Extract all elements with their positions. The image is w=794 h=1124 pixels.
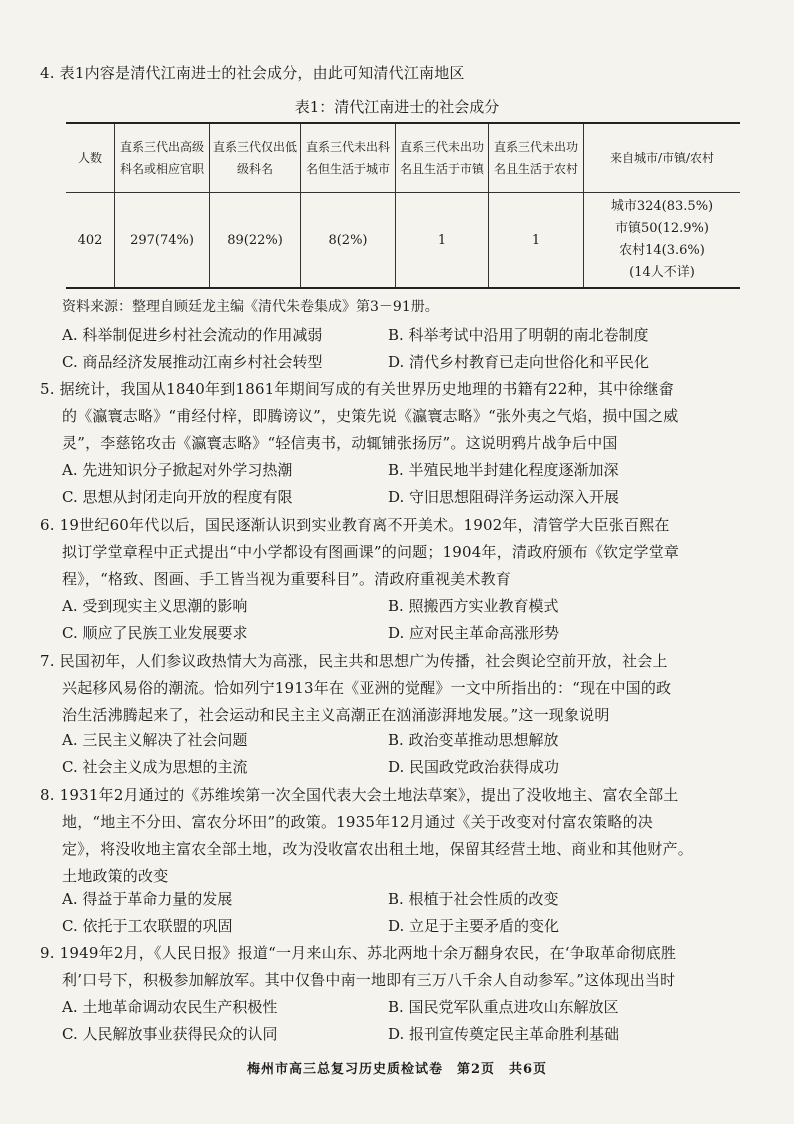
table-header-cell: 直系三代出高级科名或相应官职: [115, 123, 210, 193]
question-4-options: [62, 322, 742, 376]
question-7-options: [62, 727, 742, 781]
question-4-stem: 4. 表1内容是清代江南进士的社会成分，由此可知清代江南地区: [40, 64, 465, 82]
origin-unknown: (14人不详): [629, 265, 695, 280]
question-6-stem: [40, 512, 740, 593]
table-cell-origin: [584, 193, 741, 289]
option-c[interactable]: C. 顺应了民族工业发展要求: [62, 624, 248, 642]
option-c[interactable]: C. 人民解放事业获得民众的认同: [62, 1025, 278, 1043]
stem-line: 8. 1931年2月通过的《苏维埃第一次全国代表大会土地法草案》，提出了没收地主、富农全部土: [40, 786, 679, 804]
table-cell: 1: [396, 193, 489, 289]
stem-line: 利’口号下，积极参加解放军。其中仅鲁中南一地即有三万八千余人自动参军。”这体现出当时: [62, 971, 676, 989]
table-header-cell: 人数: [66, 123, 115, 193]
question-8-stem: [40, 782, 740, 890]
option-a[interactable]: A. 受到现实主义思潮的影响: [62, 597, 248, 615]
social-composition-table: [66, 122, 740, 289]
origin-town: 市镇50(12.9%): [615, 221, 709, 236]
table-source-note: 资料来源：整理自顾廷龙主编《清代朱卷集成》第3－91册。: [62, 299, 439, 315]
stem-line: 土地政策的改变: [62, 867, 169, 885]
table-header-cell: 来自城市/市镇/农村: [584, 123, 741, 193]
option-c[interactable]: C. 商品经济发展推动江南乡村社会转型: [62, 353, 323, 371]
table-cell: 402: [66, 193, 115, 289]
table-cell: 297(74%): [115, 193, 210, 289]
origin-city: 城市324(83.5%): [610, 199, 714, 214]
question-5-stem: [40, 376, 740, 457]
stem-line: 定》，将没收地主富农全部土地，改为没收富农出租土地，保留其经营土地、商业和其他财产。: [62, 840, 693, 858]
option-b[interactable]: B. 国民党军队重点进攻山东解放区: [388, 998, 619, 1016]
stem-line: 程》，“格致、图画、手工皆当视为重要科目”。清政府重视美术教育: [62, 570, 512, 588]
table-cell: 1: [489, 193, 584, 289]
question-8-options: [62, 886, 742, 940]
question-6-options: [62, 593, 742, 647]
question-9-options: [62, 994, 742, 1048]
option-c[interactable]: C. 依托于工农联盟的巩固: [62, 917, 233, 935]
option-b[interactable]: B. 政治变革推动思想解放: [388, 731, 559, 749]
question-7-stem: [40, 648, 740, 729]
stem-line: 治生活沸腾起来了，社会运动和民主主义高潮正在汹涌澎湃地发展。”这一现象说明: [62, 706, 610, 724]
option-b[interactable]: B. 照搬西方实业教育模式: [388, 597, 559, 615]
option-b[interactable]: B. 根植于社会性质的改变: [388, 890, 559, 908]
option-b[interactable]: B. 科举考试中沿用了明朝的南北卷制度: [388, 326, 649, 344]
option-d[interactable]: D. 清代乡村教育已走向世俗化和平民化: [388, 353, 650, 371]
option-d[interactable]: D. 守旧思想阻碍洋务运动深入开展: [388, 488, 620, 506]
page-footer: 梅州市高三总复习历史质检试卷 第2页 共6页: [246, 1062, 548, 1077]
option-d[interactable]: D. 民国政党政治获得成功: [388, 758, 560, 776]
stem-line: 6. 19世纪60年代以后，国民逐渐认识到实业教育离不开美术。1902年，清管学大臣张百熙在: [40, 516, 670, 534]
question-9-stem: [40, 940, 740, 994]
table-header-cell: 直系三代未出功名且生活于市镇: [396, 123, 489, 193]
option-c[interactable]: C. 思想从封闭走向开放的程度有限: [62, 488, 293, 506]
option-d[interactable]: D. 报刊宣传奠定民主革命胜利基础: [388, 1025, 620, 1043]
option-b[interactable]: B. 半殖民地半封建化程度逐渐加深: [388, 461, 619, 479]
table-header-cell: 直系三代未出功名且生活于农村: [489, 123, 584, 193]
stem-line: 9. 1949年2月，《人民日报》报道“一月来山东、苏北两地十余万翻身农民，在‘争取革命彻底胜: [40, 944, 677, 962]
table-header-cell: 直系三代仅出低级科名: [210, 123, 301, 193]
table-caption: 表1：清代江南进士的社会成分: [294, 98, 500, 116]
option-c[interactable]: C. 社会主义成为思想的主流: [62, 758, 248, 776]
option-a[interactable]: A. 得益于革命力量的发展: [62, 890, 233, 908]
table-cell: 8(2%): [301, 193, 396, 289]
stem-line: 7. 民国初年，人们参议政热情大为高涨，民主共和思想广为传播，社会舆论空前开放，社会上: [40, 652, 668, 670]
origin-village: 农村14(3.6%): [619, 243, 705, 258]
question-5-options: [62, 457, 742, 511]
stem-line: 拟订学堂章程中正式提出“中小学都设有图画课”的问题；1904年，清政府颁布《钦定学堂章: [62, 543, 680, 561]
stem-line: 的《瀛寰志略》“甫经付梓，即腾谤议”，史策先说《瀛寰志略》“张外夷之气焰，损中国之威: [62, 407, 679, 425]
table-cell: 89(22%): [210, 193, 301, 289]
stem-line: 兴起移风易俗的潮流。恰如列宁1913年在《亚洲的觉醒》一文中所指出的：“现在中国的政: [62, 679, 672, 697]
table-header-cell: 直系三代未出科名但生活于城市: [301, 123, 396, 193]
option-d[interactable]: D. 立足于主要矛盾的变化: [388, 917, 560, 935]
option-a[interactable]: A. 先进知识分子掀起对外学习热潮: [62, 461, 293, 479]
option-a[interactable]: A. 三民主义解决了社会问题: [62, 731, 248, 749]
stem-line: 灵”，李慈铭攻击《瀛寰志略》“轻信夷书，动辄铺张扬厉”。这说明鸦片战争后中国: [62, 434, 618, 452]
stem-line: 地，“地主不分田、富农分坏田”的政策。1935年12月通过《关于改变对付富农策略的决: [62, 813, 654, 831]
stem-line: 5. 据统计，我国从1840年到1861年期间写成的有关世界历史地理的书籍有22种，其中徐继畲: [40, 380, 674, 398]
option-a[interactable]: A. 科举制促进乡村社会流动的作用减弱: [62, 326, 323, 344]
option-d[interactable]: D. 应对民主革命高涨形势: [388, 624, 560, 642]
option-a[interactable]: A. 土地革命调动农民生产积极性: [62, 998, 278, 1016]
